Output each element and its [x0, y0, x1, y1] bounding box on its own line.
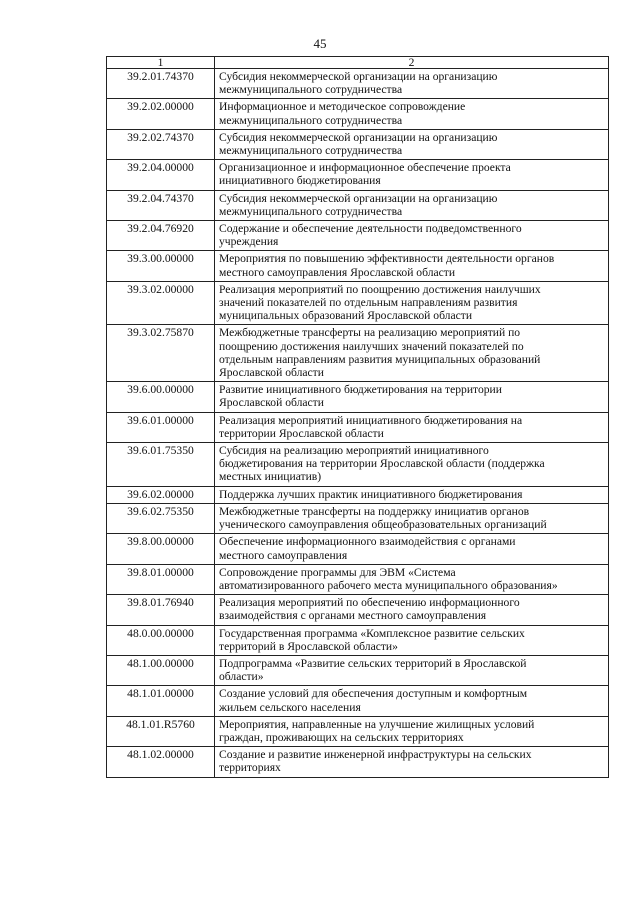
- row-name-line: взаимодействия с органами местного самоуправления: [219, 609, 487, 623]
- row-name-line: Государственная программа «Комплексное развитие сельских: [219, 626, 525, 640]
- row-code: 48.1.01.R5760: [107, 716, 215, 746]
- row-name: [215, 686, 609, 716]
- table-row: [107, 382, 609, 412]
- row-name-line: Субсидия некоммерческой организации на организацию: [219, 191, 498, 205]
- row-name-line: Реализация мероприятий по поощрению достижения наилучших: [219, 282, 541, 296]
- row-name: [215, 564, 609, 594]
- row-code: 48.0.00.00000: [107, 625, 215, 655]
- row-name: [215, 129, 609, 159]
- row-name: [215, 747, 609, 777]
- row-name-line: автоматизированного рабочего места муниципального образования»: [219, 578, 558, 592]
- row-name-line: бюджетирования на территории Ярославской области (поддержка: [219, 457, 545, 471]
- row-name: [215, 160, 609, 190]
- row-name: [215, 595, 609, 625]
- row-code: 39.6.01.75350: [107, 443, 215, 487]
- row-name: [215, 99, 609, 129]
- table-row: [107, 686, 609, 716]
- row-name-line: местного самоуправления Ярославской области: [219, 265, 456, 279]
- row-name-line: Информационное и методическое сопровождение: [219, 100, 466, 114]
- row-name: [215, 625, 609, 655]
- row-name-line: Создание условий для обеспечения доступным и комфортным: [219, 687, 528, 701]
- row-name-line: межмуниципального сотрудничества: [219, 113, 403, 127]
- row-name-line: межмуниципального сотрудничества: [219, 83, 403, 97]
- table-row: [107, 443, 609, 487]
- row-name-line: Субсидия некоммерческой организации на организацию: [219, 70, 498, 83]
- table-row: [107, 412, 609, 442]
- row-name-line: местного самоуправления: [219, 548, 348, 562]
- row-name-line: значений показателей по отдельным направлениям развития: [219, 296, 518, 310]
- row-name: [215, 382, 609, 412]
- row-name-line: Сопровождение программы для ЭВМ «Система: [219, 565, 456, 579]
- row-code: 39.6.02.75350: [107, 503, 215, 533]
- row-name-line: Ярославской области: [219, 396, 324, 410]
- table-row: [107, 325, 609, 382]
- table-row: [107, 69, 609, 99]
- row-name-line: Реализация мероприятий по обеспечению информационного: [219, 596, 520, 610]
- row-name-line: Субсидия на реализацию мероприятий инициативного: [219, 444, 489, 458]
- row-name-line: инициативного бюджетирования: [219, 174, 381, 188]
- row-name-line: Организационное и информационное обеспечение проекта: [219, 161, 511, 175]
- table-row: [107, 160, 609, 190]
- row-name-line: Межбюджетные трансферты на поддержку инициатив органов: [219, 504, 530, 518]
- row-name-line: учреждения: [219, 235, 279, 249]
- page-number: 45: [313, 36, 327, 51]
- table-row: [107, 251, 609, 281]
- row-code: 39.8.01.76940: [107, 595, 215, 625]
- table-row: [107, 503, 609, 533]
- row-name: [215, 190, 609, 220]
- table-row: [107, 716, 609, 746]
- row-name-line: Обеспечение информационного взаимодействия с органами: [219, 535, 516, 549]
- row-code: 39.2.02.74370: [107, 129, 215, 159]
- row-name: [215, 412, 609, 442]
- row-name: [215, 221, 609, 251]
- row-name-line: Мероприятия по повышению эффективности деятельности органов: [219, 252, 555, 266]
- row-name: [215, 69, 609, 99]
- row-name-line: жильем сельского населения: [219, 700, 361, 714]
- table-row: [107, 486, 609, 503]
- row-name-line: ученического самоуправления общеобразовательных организаций: [219, 518, 547, 532]
- table-row: [107, 129, 609, 159]
- row-name-line: территории Ярославской области: [219, 426, 384, 440]
- table-row: [107, 625, 609, 655]
- row-name-line: отдельным направлениям развития муниципальных образований: [219, 352, 541, 366]
- row-name: [215, 443, 609, 487]
- row-code: 39.2.04.00000: [107, 160, 215, 190]
- budget-classification-table: [106, 56, 609, 778]
- row-name-line: Создание и развитие инженерной инфраструктуры на сельских: [219, 748, 532, 762]
- row-code: 39.2.01.74370: [107, 69, 215, 99]
- row-name-line: территорий в Ярославской области»: [219, 639, 398, 653]
- row-name: [215, 655, 609, 685]
- row-name: [215, 281, 609, 325]
- row-name-line: Реализация мероприятий инициативного бюджетирования на: [219, 413, 523, 427]
- row-name-line: Содержание и обеспечение деятельности подведомственного: [219, 222, 522, 236]
- table-row: [107, 99, 609, 129]
- row-code: 39.3.02.75870: [107, 325, 215, 382]
- row-code: 39.6.02.00000: [107, 486, 215, 503]
- row-code: 39.8.01.00000: [107, 564, 215, 594]
- row-name: [215, 534, 609, 564]
- row-name-line: территориях: [219, 761, 281, 775]
- row-name: [215, 251, 609, 281]
- row-name-line: поощрению достижения наилучших значений показателей по: [219, 339, 524, 353]
- row-name: [215, 716, 609, 746]
- table-row: [107, 655, 609, 685]
- row-name-line: Поддержка лучших практик инициативного бюджетирования: [219, 487, 523, 501]
- table-row: [107, 747, 609, 777]
- row-name-line: Субсидия некоммерческой организации на организацию: [219, 130, 498, 144]
- row-name-line: Мероприятия, направленные на улучшение жилищных условий: [219, 717, 535, 731]
- row-name-line: межмуниципального сотрудничества: [219, 144, 403, 158]
- row-code: 39.3.02.00000: [107, 281, 215, 325]
- row-code: 39.6.00.00000: [107, 382, 215, 412]
- row-code: 39.8.00.00000: [107, 534, 215, 564]
- row-name: [215, 486, 609, 503]
- table-body: [107, 69, 609, 778]
- table-row: [107, 534, 609, 564]
- row-name: [215, 325, 609, 382]
- row-code: 39.2.02.00000: [107, 99, 215, 129]
- row-code: 48.1.02.00000: [107, 747, 215, 777]
- row-code: 39.2.04.74370: [107, 190, 215, 220]
- row-name-line: Межбюджетные трансферты на реализацию мероприятий по: [219, 326, 521, 340]
- table-row: [107, 595, 609, 625]
- row-code: 39.6.01.00000: [107, 412, 215, 442]
- row-code: 39.3.00.00000: [107, 251, 215, 281]
- row-name-line: Ярославской области: [219, 366, 324, 380]
- table-header-row: [107, 57, 609, 69]
- table-row: [107, 564, 609, 594]
- row-code: 48.1.01.00000: [107, 686, 215, 716]
- row-name-line: области»: [219, 670, 264, 684]
- row-name-line: межмуниципального сотрудничества: [219, 204, 403, 218]
- row-code: 39.2.04.76920: [107, 221, 215, 251]
- row-name-line: Подпрограмма «Развитие сельских территорий в Ярославской: [219, 656, 527, 670]
- row-code: 48.1.00.00000: [107, 655, 215, 685]
- row-name: [215, 503, 609, 533]
- column-header-name: 2: [215, 57, 609, 69]
- row-name-line: Развитие инициативного бюджетирования на территории: [219, 383, 502, 397]
- table-row: [107, 221, 609, 251]
- table-row: [107, 190, 609, 220]
- row-name-line: граждан, проживающих на сельских территориях: [219, 730, 464, 744]
- row-name-line: местных инициатив): [219, 470, 322, 484]
- column-header-code: 1: [107, 57, 215, 69]
- table-row: [107, 281, 609, 325]
- row-name-line: муниципальных образований Ярославской области: [219, 309, 473, 323]
